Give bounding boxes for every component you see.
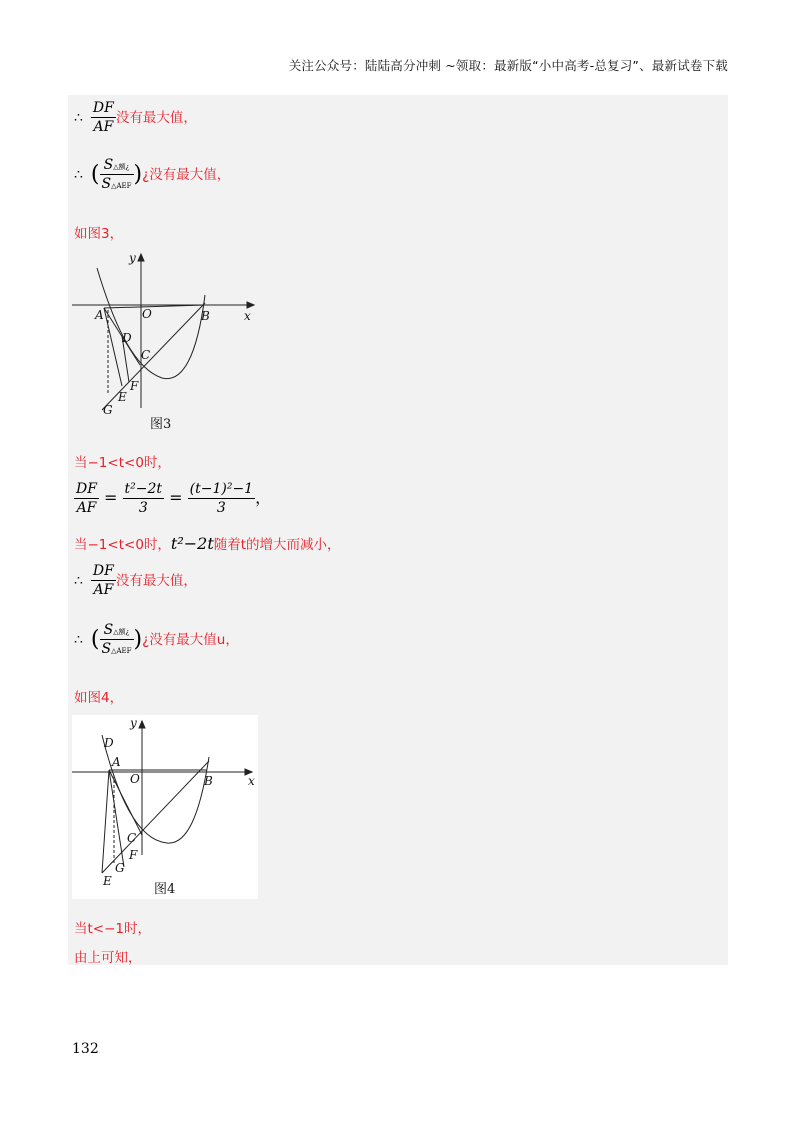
label-o: O (142, 307, 152, 321)
label-y: y (130, 716, 137, 730)
fraction-t2-2t (123, 481, 165, 516)
conclusion-text: 由上可知， (74, 950, 142, 966)
comma: ， (255, 488, 272, 507)
no-max-text: ¿没有最大值， (142, 167, 231, 183)
fraction-df-af (91, 100, 116, 135)
left-paren: ( (90, 627, 100, 652)
label-b: B (201, 309, 210, 323)
fraction-area-ratio (100, 622, 134, 657)
fraction-completed-square (188, 481, 255, 516)
label-b: B (204, 774, 213, 788)
line-area-ratio-no-max (74, 157, 230, 192)
label-g: G (103, 403, 113, 417)
figure-4 (72, 715, 258, 903)
monotonic-statement (74, 533, 341, 553)
no-max-text: 没有最大值， (115, 110, 197, 126)
label-e: E (103, 874, 112, 888)
line-ae (104, 308, 122, 386)
label-a: A (95, 308, 104, 322)
s-symbol: S (103, 622, 114, 638)
therefore-symbol: ∴ (74, 632, 83, 648)
label-a: A (112, 755, 121, 769)
fraction-denominator: AF (93, 582, 114, 598)
line-area-ratio-no-max-2 (74, 622, 239, 657)
label-x: x (248, 774, 255, 788)
figure-4-diagram (72, 715, 258, 899)
equals-sign: = (104, 488, 118, 507)
no-max-text: 没有最大值， (115, 573, 197, 589)
no-max-text: ¿没有最大值u， (142, 632, 239, 648)
fraction-denominator: 3 (216, 500, 226, 516)
y-axis-arrow (138, 254, 144, 261)
s-subscript: △AEF (111, 182, 132, 190)
label-d: D (122, 331, 132, 345)
right-paren: ) (133, 162, 143, 187)
s-subscript: △AEF (111, 647, 132, 655)
label-g: G (115, 861, 125, 875)
figure4-intro: 如图4， (74, 690, 124, 706)
s-symbol: S (101, 176, 112, 192)
therefore-symbol: ∴ (74, 167, 83, 183)
fraction-numerator: t²−2t (124, 481, 163, 497)
fraction-denominator: AF (76, 500, 97, 516)
equals-sign: = (169, 488, 183, 507)
line-df-af-no-max-2 (74, 563, 197, 598)
label-f: F (129, 848, 138, 862)
s-subscript: △额¿ (113, 163, 130, 171)
label-c: C (127, 831, 137, 845)
page-header: 关注公众号：陆陆高分冲刺 ~领取：最新版“小中高考-总复习”、最新试卷下载 (288, 58, 728, 73)
fraction-denominator (100, 640, 134, 657)
left-paren: ( (90, 162, 100, 187)
x-axis-arrow (247, 302, 254, 308)
figure4-caption: 图4 (154, 882, 176, 897)
expression-t2-2t: t²−2t (170, 534, 214, 553)
label-c: C (141, 348, 151, 362)
fraction-denominator: AF (93, 119, 114, 135)
fraction-df-af (74, 481, 99, 516)
right-paren: ) (133, 627, 143, 652)
fraction-denominator (100, 175, 134, 192)
page-number: 132 (72, 1041, 99, 1057)
figure3-caption: 图3 (150, 417, 172, 432)
fraction-denominator: 3 (138, 500, 148, 516)
fraction-numerator: DF (92, 100, 114, 116)
label-e: E (118, 390, 127, 404)
case-negative-one-to-zero: 当−1<t<0时， (74, 455, 171, 471)
figure-3 (72, 248, 262, 442)
condition-text: 当−1<t<0时， (74, 537, 171, 553)
case-less-than-negative-one: 当t<−1时， (74, 921, 152, 937)
s-subscript: △额¿ (113, 628, 130, 636)
label-d: D (104, 736, 114, 750)
s-symbol: S (101, 641, 112, 657)
figure3-intro: 如图3， (74, 226, 124, 242)
label-o: O (130, 772, 140, 786)
therefore-symbol: ∴ (74, 110, 83, 126)
decreasing-text: 随着t的增大而减小， (213, 537, 341, 553)
label-y: y (129, 251, 136, 265)
therefore-symbol: ∴ (74, 573, 83, 589)
label-f: F (130, 379, 139, 393)
figure-3-diagram (72, 248, 262, 438)
fraction-numerator: DF (76, 481, 97, 497)
equation-df-af (74, 481, 271, 516)
fraction-area-ratio (100, 157, 134, 192)
fraction-numerator (100, 157, 134, 175)
fraction-numerator: (t−1)²−1 (189, 481, 254, 497)
fraction-df-af (91, 563, 116, 598)
line-df-af-no-max (74, 100, 197, 135)
label-x: x (244, 309, 251, 323)
fraction-numerator: DF (92, 563, 114, 579)
fraction-numerator (100, 622, 134, 640)
s-symbol: S (103, 157, 114, 173)
